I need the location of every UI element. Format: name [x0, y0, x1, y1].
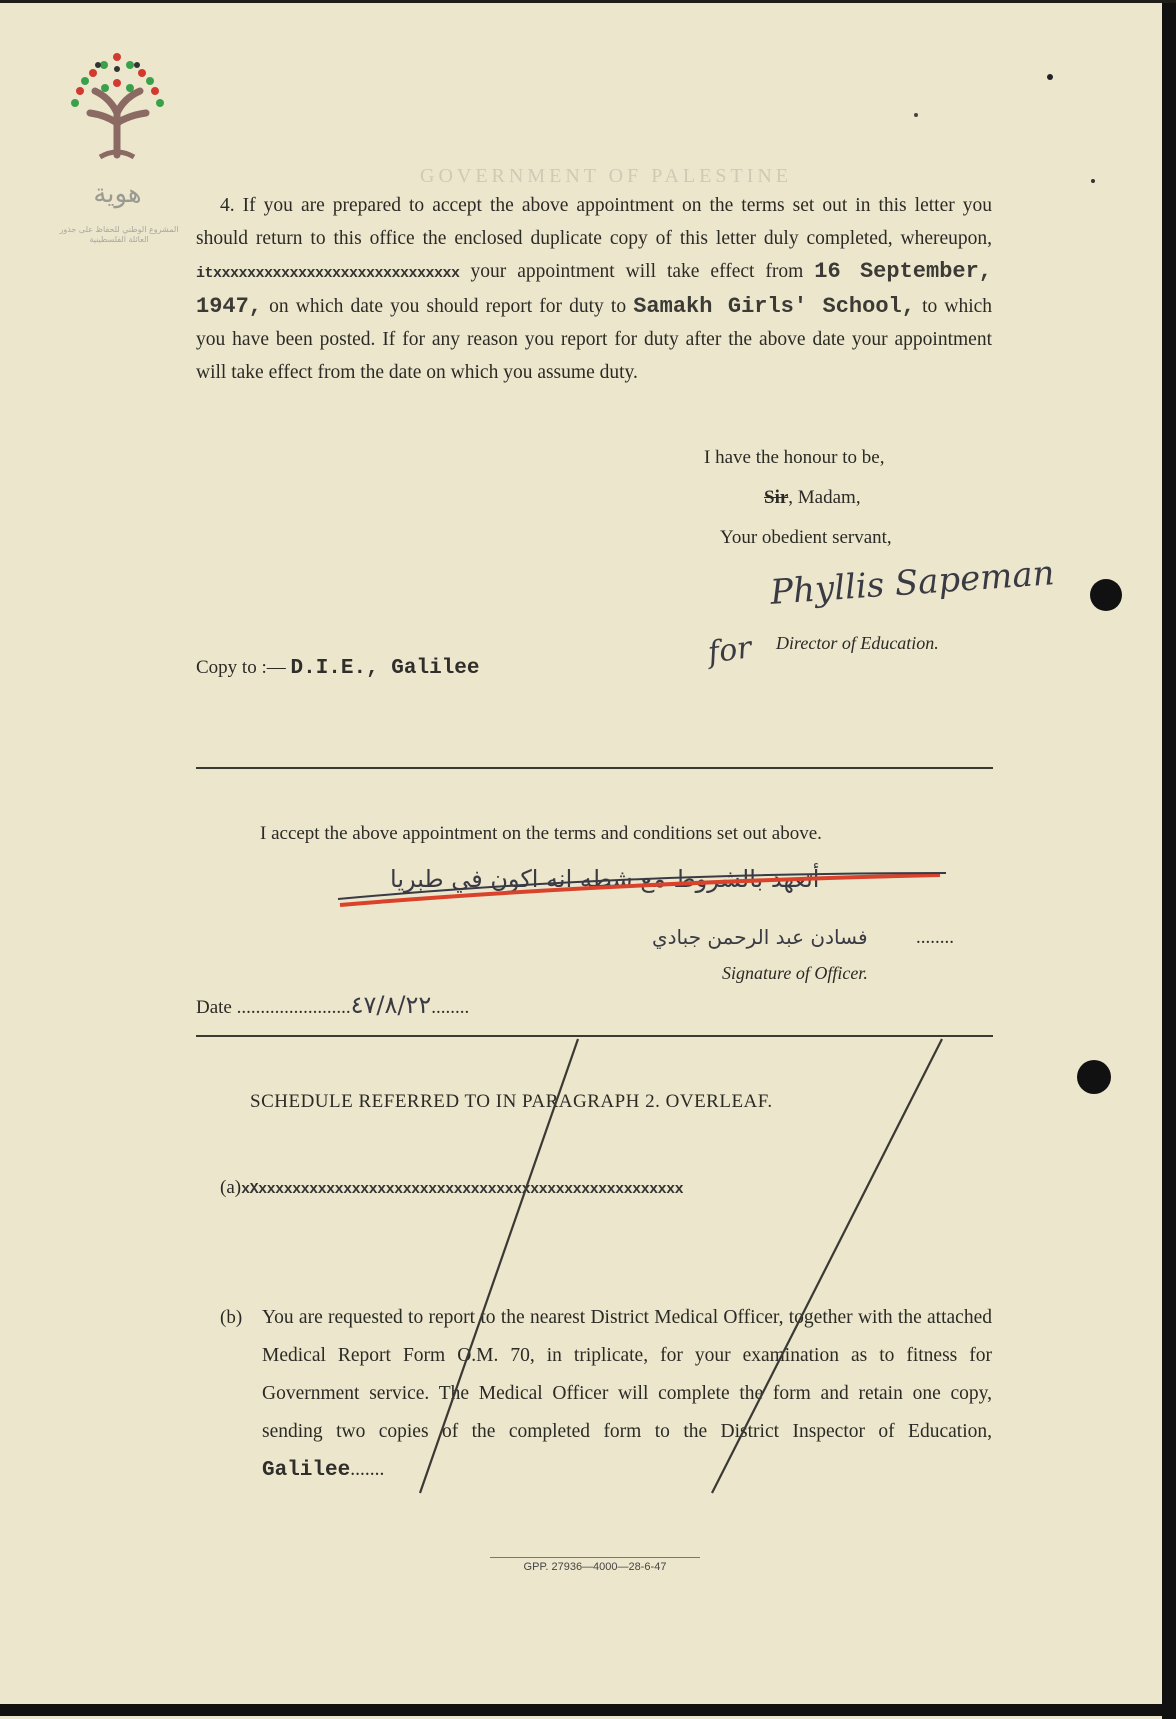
paragraph-4-text-2: your appointment will take effect from [470, 261, 804, 282]
closing-servant: Your obedient servant, [720, 527, 892, 548]
hole-punch-mark [1090, 579, 1122, 611]
item-a-label: (a) [220, 1177, 242, 1198]
struck-salutation: Sir [764, 487, 789, 508]
schedule-heading: SCHEDULE REFERRED TO IN PARAGRAPH 2. OVERLEAF. [250, 1091, 773, 1112]
item-b-dots: ....... [350, 1459, 385, 1480]
cancel-stroke-left [420, 1039, 578, 1493]
logo-wordmark: هوية [93, 179, 142, 209]
scan-edge-right [1162, 3, 1176, 1719]
print-code: GPP. 27936—4000—28-6-47 [490, 1557, 700, 1573]
item-b-label: (b) [220, 1307, 243, 1328]
paragraph-4-text-4: to which you have been posted. If for any reason you report for duty after the above date your appointment will take effect from the date on which you assume duty. [196, 296, 993, 383]
signature-label: Signature of Officer. [722, 963, 868, 983]
salutation: , Madam, [788, 487, 861, 508]
paragraph-number: 4. [220, 195, 235, 216]
item-a-struck-text: xXxxxxxxxxxxxxxxxxxxxxxxxxxxxxxxxxxxxxxxxxxxxxxxxxxx [241, 1181, 684, 1198]
hole-punch-mark [1077, 1060, 1111, 1094]
arabic-handwritten-note: أتعهد بالشروط مع شطه انه اكون في طبريا [390, 865, 820, 893]
officer-arabic-name: فسادن عبد الرحمن جبادي [652, 925, 868, 949]
date-handwritten: ٤٧/٨/٢٢ [350, 991, 432, 1019]
school-name: Samakh Girls' School, [633, 294, 915, 319]
item-b-district: Galilee [262, 1459, 351, 1482]
paragraph-4-text: If you are prepared to accept the above appointment on the terms set out in this letter you should return to this office the enclosed duplicate copy of this letter duly completed, whereupon, [196, 195, 993, 249]
director-title: Director of Education. [776, 633, 939, 653]
for-handwritten: for [705, 630, 754, 671]
date-dots-before: ........................ [236, 997, 351, 1018]
closing-honour: I have the honour to be, [704, 447, 885, 468]
header-ghost: GOVERNMENT OF PALESTINE [420, 165, 793, 187]
struck-out-text: itxxxxxxxxxxxxxxxxxxxxxxxxxxxxx [196, 265, 460, 282]
copy-to-value: D.I.E., Galilee [290, 657, 480, 680]
pen-marks-overlay [0, 3, 1176, 1719]
director-signature: Phyllis Sapeman [768, 553, 1056, 613]
appointment-date: 16 September, 1947, [196, 259, 992, 319]
item-b-text: You are requested to report to the nearest District Medical Officer, together with the attached Medical Report Form O.M. 70, in triplicate, for your examination as to fitness for Government service. The Medical Officer will complete the form and retain one copy, sending two copies of the completed form to the District Inspector of Education, [262, 1307, 992, 1442]
signature-dots: ........ [916, 927, 954, 948]
paragraph-4-text-3: on which date you should report for duty to [269, 296, 627, 317]
scan-edge-bottom [0, 1704, 1176, 1716]
acceptance-statement: I accept the above appointment on the terms and conditions set out above. [260, 823, 822, 844]
logo-subtitle: المشروع الوطني للحفاظ على جذور العائلة الفلسطينية [59, 225, 179, 244]
date-dots-after: ........ [431, 997, 470, 1018]
copy-to-label: Copy to :— [196, 657, 286, 678]
date-label: Date [196, 997, 232, 1018]
cancel-stroke-right [712, 1039, 942, 1493]
